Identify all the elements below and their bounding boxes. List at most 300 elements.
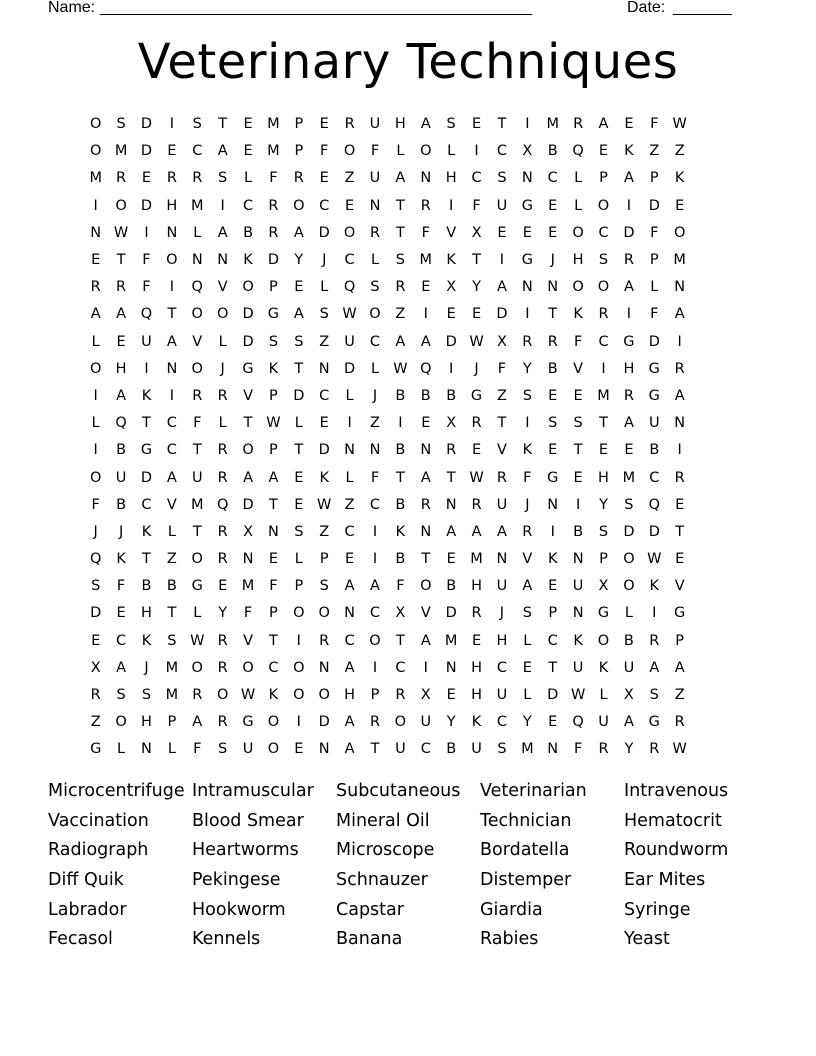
grid-letter[interactable]: T: [421, 551, 431, 568]
grid-letter[interactable]: S: [522, 605, 532, 622]
grid-letter[interactable]: R: [217, 632, 228, 649]
grid-letter[interactable]: X: [623, 687, 634, 704]
grid-letter[interactable]: E: [243, 116, 253, 133]
grid-letter[interactable]: X: [471, 224, 482, 241]
grid-letter[interactable]: T: [573, 442, 583, 459]
grid-letter[interactable]: E: [598, 143, 609, 160]
grid-letter[interactable]: R: [649, 741, 660, 758]
grid-letter[interactable]: C: [598, 333, 609, 350]
grid-letter[interactable]: R: [623, 387, 634, 404]
grid-letter[interactable]: C: [192, 143, 203, 160]
grid-letter[interactable]: Y: [218, 605, 228, 622]
grid-letter[interactable]: T: [294, 360, 304, 377]
grid-letter[interactable]: S: [598, 523, 609, 540]
grid-letter[interactable]: D: [242, 333, 254, 350]
grid-letter[interactable]: F: [142, 252, 151, 269]
grid-letter[interactable]: R: [674, 360, 685, 377]
grid-letter[interactable]: A: [268, 469, 279, 486]
grid-letter[interactable]: D: [445, 605, 457, 622]
grid-letter[interactable]: O: [420, 578, 432, 595]
grid-letter[interactable]: J: [144, 659, 149, 676]
grid-letter[interactable]: M: [444, 632, 458, 649]
grid-letter[interactable]: H: [572, 252, 584, 269]
grid-letter[interactable]: A: [344, 578, 355, 595]
grid-letter[interactable]: N: [572, 605, 584, 622]
grid-letter[interactable]: M: [673, 252, 686, 269]
grid-letter[interactable]: A: [674, 387, 685, 404]
grid-letter[interactable]: M: [622, 469, 636, 486]
grid-letter[interactable]: I: [296, 714, 301, 731]
grid-letter[interactable]: D: [344, 360, 356, 377]
grid-letter[interactable]: S: [497, 741, 507, 758]
grid-letter[interactable]: S: [167, 632, 177, 649]
grid-letter[interactable]: N: [344, 442, 356, 459]
grid-letter[interactable]: E: [294, 741, 304, 758]
grid-letter[interactable]: Y: [522, 714, 532, 731]
grid-letter[interactable]: S: [116, 116, 126, 133]
grid-letter[interactable]: R: [116, 279, 127, 296]
grid-letter[interactable]: B: [395, 442, 406, 459]
grid-letter[interactable]: L: [91, 415, 100, 432]
grid-letter[interactable]: C: [547, 632, 558, 649]
grid-letter[interactable]: A: [522, 578, 533, 595]
grid-letter[interactable]: A: [166, 333, 177, 350]
grid-letter[interactable]: L: [294, 415, 303, 432]
grid-letter[interactable]: E: [116, 333, 126, 350]
grid-letter[interactable]: T: [269, 496, 278, 513]
grid-letter[interactable]: Z: [319, 333, 330, 350]
grid-letter[interactable]: V: [243, 387, 253, 404]
grid-letter[interactable]: L: [243, 170, 253, 187]
grid-letter[interactable]: R: [217, 469, 228, 486]
grid-letter[interactable]: R: [471, 605, 482, 622]
grid-letter[interactable]: M: [521, 741, 534, 758]
grid-letter[interactable]: D: [267, 252, 280, 269]
grid-letter[interactable]: B: [446, 578, 457, 595]
grid-letter[interactable]: E: [243, 143, 253, 160]
grid-letter[interactable]: T: [192, 442, 202, 459]
grid-letter[interactable]: D: [318, 224, 330, 241]
grid-letter[interactable]: R: [217, 442, 228, 459]
grid-letter[interactable]: C: [496, 714, 507, 731]
grid-letter[interactable]: B: [420, 387, 431, 404]
grid-letter[interactable]: D: [90, 605, 102, 622]
grid-letter[interactable]: A: [649, 659, 660, 676]
grid-letter[interactable]: H: [598, 469, 609, 486]
grid-letter[interactable]: G: [623, 333, 635, 350]
grid-letter[interactable]: A: [116, 306, 127, 323]
grid-letter[interactable]: B: [573, 523, 584, 540]
grid-letter[interactable]: H: [166, 197, 178, 214]
grid-letter[interactable]: I: [575, 496, 581, 513]
grid-letter[interactable]: U: [471, 741, 482, 758]
grid-letter[interactable]: N: [547, 741, 559, 758]
grid-letter[interactable]: G: [470, 387, 483, 404]
grid-letter[interactable]: Z: [166, 551, 177, 568]
grid-letter[interactable]: E: [294, 469, 304, 486]
grid-letter[interactable]: T: [395, 197, 405, 214]
grid-letter[interactable]: S: [141, 687, 152, 704]
grid-letter[interactable]: L: [320, 279, 329, 296]
grid-letter[interactable]: Q: [140, 306, 153, 323]
grid-letter[interactable]: M: [546, 116, 559, 133]
grid-letter[interactable]: E: [446, 687, 456, 704]
grid-letter[interactable]: L: [447, 143, 456, 160]
grid-letter[interactable]: V: [420, 605, 431, 622]
grid-letter[interactable]: L: [91, 333, 100, 350]
grid-letter[interactable]: I: [525, 116, 530, 133]
grid-letter[interactable]: A: [217, 224, 228, 241]
grid-letter[interactable]: A: [293, 306, 304, 323]
grid-letter[interactable]: D: [140, 197, 153, 214]
grid-letter[interactable]: N: [369, 197, 381, 214]
grid-letter[interactable]: I: [347, 415, 352, 432]
grid-letter[interactable]: R: [90, 279, 101, 296]
grid-letter[interactable]: D: [648, 333, 660, 350]
grid-letter[interactable]: A: [674, 659, 685, 676]
grid-letter[interactable]: O: [293, 197, 305, 214]
grid-letter[interactable]: E: [91, 632, 101, 649]
grid-letter[interactable]: L: [574, 197, 583, 214]
grid-letter[interactable]: R: [217, 659, 228, 676]
grid-letter[interactable]: I: [601, 360, 606, 377]
grid-letter[interactable]: O: [420, 143, 432, 160]
grid-letter[interactable]: A: [471, 523, 482, 540]
grid-letter[interactable]: E: [573, 469, 583, 486]
grid-letter[interactable]: I: [423, 306, 428, 323]
grid-letter[interactable]: U: [369, 170, 381, 187]
grid-letter[interactable]: G: [267, 306, 280, 323]
grid-letter[interactable]: B: [141, 578, 152, 595]
grid-letter[interactable]: N: [344, 605, 356, 622]
grid-letter[interactable]: C: [471, 170, 482, 187]
grid-letter[interactable]: H: [623, 360, 635, 377]
grid-letter[interactable]: C: [369, 496, 381, 513]
grid-letter[interactable]: P: [294, 578, 304, 595]
grid-letter[interactable]: K: [674, 170, 685, 187]
grid-letter[interactable]: E: [421, 415, 431, 432]
grid-letter[interactable]: I: [474, 143, 479, 160]
grid-letter[interactable]: F: [650, 306, 659, 323]
grid-letter[interactable]: W: [342, 306, 357, 323]
grid-letter[interactable]: N: [547, 496, 559, 513]
grid-letter[interactable]: E: [548, 197, 558, 214]
grid-letter[interactable]: Y: [446, 714, 456, 731]
grid-letter[interactable]: W: [672, 116, 687, 133]
grid-letter[interactable]: R: [471, 496, 482, 513]
grid-letter[interactable]: L: [345, 387, 354, 404]
grid-letter[interactable]: O: [673, 224, 686, 241]
grid-letter[interactable]: U: [648, 415, 660, 432]
grid-letter[interactable]: I: [372, 659, 378, 676]
grid-letter[interactable]: R: [166, 170, 177, 187]
grid-letter[interactable]: G: [521, 197, 533, 214]
grid-letter[interactable]: T: [395, 632, 405, 649]
grid-letter[interactable]: F: [573, 333, 583, 350]
grid-letter[interactable]: K: [268, 687, 279, 704]
grid-letter[interactable]: I: [169, 116, 174, 133]
grid-letter[interactable]: B: [446, 741, 457, 758]
grid-letter[interactable]: F: [421, 224, 430, 241]
grid-letter[interactable]: D: [623, 523, 635, 540]
grid-letter[interactable]: T: [548, 659, 558, 676]
grid-letter[interactable]: E: [548, 714, 558, 731]
grid-letter[interactable]: D: [293, 387, 305, 404]
grid-letter[interactable]: A: [116, 387, 127, 404]
grid-letter[interactable]: I: [296, 632, 301, 649]
grid-letter[interactable]: Z: [370, 415, 380, 432]
grid-letter[interactable]: Y: [294, 252, 304, 269]
grid-letter[interactable]: N: [572, 551, 584, 568]
grid-letter[interactable]: L: [523, 632, 532, 649]
grid-letter[interactable]: N: [166, 224, 178, 241]
grid-letter[interactable]: I: [93, 387, 98, 404]
grid-letter[interactable]: R: [395, 687, 406, 704]
grid-letter[interactable]: E: [446, 551, 456, 568]
grid-letter[interactable]: M: [165, 659, 179, 676]
grid-letter[interactable]: D: [318, 442, 330, 459]
grid-letter[interactable]: R: [522, 523, 533, 540]
grid-letter[interactable]: D: [242, 306, 254, 323]
grid-letter[interactable]: V: [522, 551, 533, 568]
grid-letter[interactable]: R: [217, 523, 228, 540]
grid-letter[interactable]: O: [191, 551, 203, 568]
grid-letter[interactable]: I: [423, 659, 428, 676]
grid-letter[interactable]: N: [420, 170, 432, 187]
grid-letter[interactable]: U: [572, 578, 584, 595]
grid-letter[interactable]: J: [322, 252, 327, 269]
grid-letter[interactable]: O: [623, 578, 635, 595]
grid-letter[interactable]: O: [242, 442, 254, 459]
grid-letter[interactable]: V: [573, 360, 584, 377]
grid-letter[interactable]: B: [547, 143, 558, 160]
grid-letter[interactable]: K: [522, 442, 533, 459]
grid-letter[interactable]: A: [344, 659, 355, 676]
grid-letter[interactable]: A: [420, 333, 431, 350]
grid-letter[interactable]: O: [115, 197, 127, 214]
grid-letter[interactable]: A: [344, 741, 355, 758]
grid-letter[interactable]: Z: [496, 387, 507, 404]
grid-letter[interactable]: L: [193, 605, 202, 622]
grid-letter[interactable]: F: [243, 605, 253, 622]
grid-letter[interactable]: N: [674, 415, 686, 432]
grid-letter[interactable]: B: [547, 360, 558, 377]
name-field[interactable]: ____________________________________________________: [100, 0, 532, 16]
grid-letter[interactable]: K: [624, 143, 634, 160]
grid-letter[interactable]: A: [496, 279, 507, 296]
grid-letter[interactable]: V: [192, 333, 203, 350]
grid-letter[interactable]: K: [471, 714, 482, 731]
grid-letter[interactable]: C: [598, 224, 609, 241]
grid-letter[interactable]: M: [191, 197, 204, 214]
grid-letter[interactable]: Z: [674, 143, 685, 160]
grid-letter[interactable]: G: [547, 469, 559, 486]
grid-letter[interactable]: U: [420, 714, 432, 731]
grid-letter[interactable]: O: [597, 279, 610, 296]
grid-letter[interactable]: E: [116, 605, 126, 622]
grid-letter[interactable]: T: [218, 116, 228, 133]
grid-letter[interactable]: I: [677, 442, 682, 459]
grid-letter[interactable]: P: [649, 170, 659, 187]
grid-letter[interactable]: N: [217, 252, 229, 269]
grid-letter[interactable]: L: [650, 279, 659, 296]
grid-letter[interactable]: S: [548, 415, 558, 432]
grid-letter[interactable]: F: [370, 143, 380, 160]
grid-letter[interactable]: W: [672, 741, 687, 758]
grid-letter[interactable]: R: [471, 415, 482, 432]
grid-letter[interactable]: R: [192, 687, 203, 704]
grid-letter[interactable]: R: [573, 116, 584, 133]
grid-letter[interactable]: N: [445, 496, 457, 513]
grid-letter[interactable]: T: [395, 224, 405, 241]
grid-letter[interactable]: O: [572, 279, 584, 296]
grid-letter[interactable]: T: [116, 252, 126, 269]
grid-letter[interactable]: T: [142, 551, 151, 568]
grid-letter[interactable]: N: [496, 551, 508, 568]
grid-letter[interactable]: W: [317, 496, 332, 513]
grid-letter[interactable]: E: [675, 496, 685, 513]
grid-letter[interactable]: G: [648, 360, 660, 377]
grid-letter[interactable]: P: [548, 605, 558, 622]
grid-letter[interactable]: G: [140, 442, 153, 459]
grid-letter[interactable]: A: [166, 469, 177, 486]
grid-letter[interactable]: M: [267, 116, 280, 133]
grid-letter[interactable]: E: [675, 197, 685, 214]
grid-letter[interactable]: R: [192, 387, 203, 404]
grid-letter[interactable]: Y: [472, 279, 481, 296]
grid-letter[interactable]: L: [167, 741, 176, 758]
grid-letter[interactable]: F: [91, 496, 100, 513]
grid-letter[interactable]: D: [140, 469, 153, 486]
grid-letter[interactable]: N: [521, 279, 533, 296]
grid-letter[interactable]: M: [470, 551, 483, 568]
grid-letter[interactable]: X: [420, 687, 431, 704]
grid-letter[interactable]: C: [369, 605, 381, 622]
grid-letter[interactable]: X: [496, 333, 507, 350]
grid-letter[interactable]: K: [141, 632, 152, 649]
grid-letter[interactable]: C: [395, 659, 406, 676]
grid-letter[interactable]: U: [572, 659, 584, 676]
grid-letter[interactable]: E: [548, 578, 558, 595]
grid-letter[interactable]: A: [420, 469, 431, 486]
grid-letter[interactable]: R: [496, 469, 507, 486]
grid-letter[interactable]: G: [242, 714, 254, 731]
grid-letter[interactable]: P: [167, 714, 177, 731]
grid-letter[interactable]: C: [116, 632, 127, 649]
grid-letter[interactable]: E: [471, 116, 482, 133]
grid-letter[interactable]: S: [294, 333, 304, 350]
grid-letter[interactable]: I: [626, 197, 632, 214]
grid-letter[interactable]: Z: [344, 496, 355, 513]
grid-letter[interactable]: R: [293, 170, 304, 187]
grid-letter[interactable]: U: [623, 659, 635, 676]
grid-letter[interactable]: O: [343, 224, 356, 241]
grid-letter[interactable]: R: [369, 714, 381, 731]
grid-letter[interactable]: T: [548, 306, 558, 323]
grid-letter[interactable]: W: [469, 469, 484, 486]
grid-letter[interactable]: O: [242, 279, 254, 296]
grid-letter[interactable]: C: [166, 415, 177, 432]
grid-letter[interactable]: G: [242, 360, 254, 377]
grid-letter[interactable]: P: [319, 551, 329, 568]
grid-letter[interactable]: W: [190, 632, 205, 649]
grid-letter[interactable]: L: [218, 415, 227, 432]
grid-letter[interactable]: T: [497, 116, 507, 133]
grid-letter[interactable]: Q: [343, 279, 356, 296]
grid-letter[interactable]: N: [268, 523, 279, 540]
grid-letter[interactable]: E: [471, 442, 482, 459]
grid-letter[interactable]: F: [370, 469, 380, 486]
grid-letter[interactable]: S: [294, 523, 304, 540]
grid-letter[interactable]: L: [370, 360, 380, 377]
grid-letter[interactable]: O: [242, 659, 254, 676]
grid-letter[interactable]: B: [395, 496, 406, 513]
grid-letter[interactable]: X: [243, 523, 253, 540]
grid-letter[interactable]: X: [446, 415, 457, 432]
grid-letter[interactable]: R: [598, 741, 609, 758]
grid-letter[interactable]: R: [116, 170, 127, 187]
grid-letter[interactable]: C: [344, 523, 355, 540]
grid-letter[interactable]: B: [649, 442, 660, 459]
grid-letter[interactable]: L: [193, 224, 202, 241]
grid-letter[interactable]: H: [496, 632, 508, 649]
grid-letter[interactable]: A: [623, 415, 634, 432]
grid-letter[interactable]: J: [220, 360, 225, 377]
grid-letter[interactable]: Q: [115, 415, 127, 432]
date-field[interactable]: _______: [673, 0, 732, 16]
grid-letter[interactable]: A: [496, 523, 507, 540]
grid-letter[interactable]: E: [141, 170, 152, 187]
grid-letter[interactable]: E: [573, 387, 583, 404]
grid-letter[interactable]: N: [318, 659, 330, 676]
grid-letter[interactable]: N: [318, 741, 330, 758]
grid-letter[interactable]: I: [677, 333, 682, 350]
grid-letter[interactable]: R: [649, 632, 660, 649]
grid-letter[interactable]: I: [220, 197, 225, 214]
grid-letter[interactable]: H: [445, 170, 457, 187]
grid-letter[interactable]: C: [268, 659, 279, 676]
grid-letter[interactable]: A: [192, 714, 203, 731]
grid-letter[interactable]: R: [217, 551, 228, 568]
grid-letter[interactable]: E: [268, 551, 279, 568]
grid-letter[interactable]: Q: [216, 496, 229, 513]
grid-letter[interactable]: C: [420, 741, 431, 758]
grid-letter[interactable]: L: [396, 143, 405, 160]
grid-letter[interactable]: O: [191, 360, 203, 377]
grid-letter[interactable]: A: [395, 170, 406, 187]
grid-letter[interactable]: X: [598, 578, 609, 595]
grid-letter[interactable]: W: [266, 415, 281, 432]
grid-letter[interactable]: O: [216, 687, 229, 704]
grid-letter[interactable]: H: [394, 116, 406, 133]
grid-letter[interactable]: O: [115, 714, 127, 731]
grid-letter[interactable]: G: [521, 252, 533, 269]
grid-letter[interactable]: R: [217, 714, 228, 731]
grid-letter[interactable]: I: [398, 415, 403, 432]
grid-letter[interactable]: A: [420, 116, 431, 133]
grid-letter[interactable]: M: [419, 252, 433, 269]
grid-letter[interactable]: A: [395, 333, 406, 350]
grid-letter[interactable]: E: [471, 306, 482, 323]
grid-letter[interactable]: I: [652, 605, 657, 622]
grid-letter[interactable]: O: [293, 687, 305, 704]
grid-letter[interactable]: E: [624, 442, 634, 459]
grid-letter[interactable]: R: [268, 197, 279, 214]
grid-letter[interactable]: R: [344, 116, 355, 133]
grid-letter[interactable]: E: [548, 224, 558, 241]
grid-letter[interactable]: X: [395, 605, 406, 622]
grid-letter[interactable]: C: [166, 442, 177, 459]
